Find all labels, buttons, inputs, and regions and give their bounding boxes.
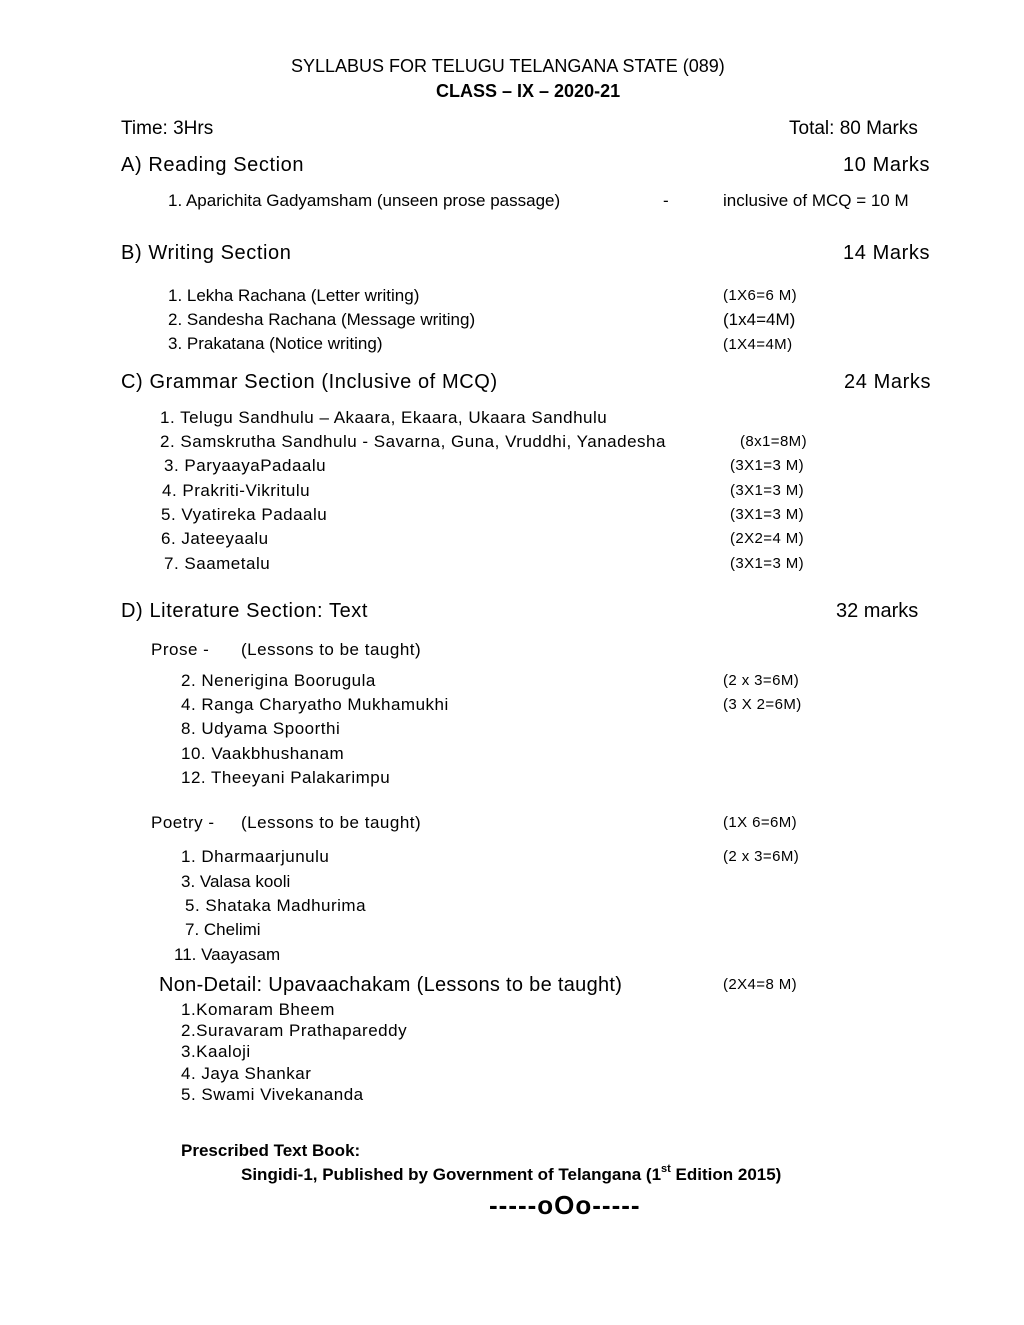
prose-note: (Lessons to be taught) xyxy=(241,640,422,659)
reading-item-dash: - xyxy=(663,191,669,210)
reading-item: 1. Aparichita Gadyamsham (unseen prose passage) xyxy=(168,191,561,210)
grammar-item-label: 4. Prakriti-Vikritulu xyxy=(162,481,311,500)
grammar-section-heading: C) Grammar Section (Inclusive of MCQ) xyxy=(121,371,498,393)
non-detail-item: 1.Komaram Bheem xyxy=(181,1000,335,1019)
reading-section-heading: A) Reading Section xyxy=(121,154,305,176)
non-detail-item: 2.Suravaram Prathapareddy xyxy=(181,1021,408,1040)
reading-item-marks: inclusive of MCQ = 10 M xyxy=(723,191,909,210)
class-line: CLASS – IX – 2020-21 xyxy=(436,81,621,101)
writing-item-marks: (1x4=4M) xyxy=(723,310,796,329)
grammar-item-label: 5. Vyatireka Padaalu xyxy=(161,505,328,524)
writing-item-marks: (1X4=4M) xyxy=(723,336,793,353)
grammar-item-marks: (3X1=3 M) xyxy=(730,457,805,474)
prose-item-label: 4. Ranga Charyatho Mukhamukhi xyxy=(181,695,449,714)
prose-item-marks: (3 X 2=6M) xyxy=(723,696,802,713)
end-mark: -----oOo----- xyxy=(489,1190,641,1220)
grammar-item-marks: (3X1=3 M) xyxy=(730,506,805,523)
textbook-superscript: st xyxy=(661,1163,671,1175)
writing-section-marks: 14 Marks xyxy=(843,242,931,264)
prose-item-marks: (2 x 3=6M) xyxy=(723,672,800,689)
poetry-item-marks: (2 x 3=6M) xyxy=(723,848,800,865)
poetry-note: (Lessons to be taught) xyxy=(241,813,422,832)
prose-item-label: 12. Theeyani Palakarimpu xyxy=(181,768,391,787)
prose-item-label: 8. Udyama Spoorthi xyxy=(181,719,341,738)
textbook-line-end: Edition 2015) xyxy=(670,1165,782,1184)
grammar-section-marks: 24 Marks xyxy=(844,371,932,393)
grammar-item-label: 6. Jateeyaalu xyxy=(161,529,269,548)
prose-item-label: 2. Nenerigina Boorugula xyxy=(181,671,376,690)
grammar-item-marks: (8x1=8M) xyxy=(740,433,807,450)
grammar-item-marks: (3X1=3 M) xyxy=(730,482,805,499)
writing-item-marks: (1X6=6 M) xyxy=(723,287,798,304)
textbook-line xyxy=(241,1163,782,1184)
non-detail-marks: (2X4=8 M) xyxy=(723,976,798,993)
page-title: SYLLABUS FOR TELUGU TELANGANA STATE (089) xyxy=(291,56,725,76)
writing-section-heading: B) Writing Section xyxy=(121,242,292,264)
textbook-line-start: Singidi-1, Published by Government of Telangana (1 xyxy=(241,1165,662,1184)
writing-item-label: 2. Sandesha Rachana (Message writing) xyxy=(168,310,476,329)
poetry-item-label: 7. Chelimi xyxy=(185,920,261,939)
non-detail-item: 3.Kaaloji xyxy=(181,1042,251,1061)
grammar-item-label: 3. ParyaayaPadaalu xyxy=(164,456,327,475)
reading-section-marks: 10 Marks xyxy=(843,154,931,176)
poetry-label: Poetry - xyxy=(151,813,215,832)
non-detail-item: 4. Jaya Shankar xyxy=(181,1064,312,1083)
poetry-item-label: 5. Shataka Madhurima xyxy=(185,896,367,915)
prose-label: Prose - xyxy=(151,640,210,659)
literature-section-marks: 32 marks xyxy=(836,600,919,622)
literature-section-heading: D) Literature Section: Text xyxy=(121,600,369,622)
poetry-item-label: 1. Dharmaarjunulu xyxy=(181,847,330,866)
writing-item-label: 3. Prakatana (Notice writing) xyxy=(168,334,383,353)
time-label: Time: 3Hrs xyxy=(121,118,214,139)
grammar-item-marks: (3X1=3 M) xyxy=(730,555,805,572)
textbook-label: Prescribed Text Book: xyxy=(181,1141,361,1160)
non-detail-heading: Non-Detail: Upavaachakam (Lessons to be taught) xyxy=(159,974,623,996)
poetry-marks: (1X 6=6M) xyxy=(723,814,798,831)
non-detail-item: 5. Swami Vivekananda xyxy=(181,1085,364,1104)
poetry-item-label: 3. Valasa kooli xyxy=(181,872,291,891)
writing-item-label: 1. Lekha Rachana (Letter writing) xyxy=(168,286,420,305)
grammar-item-label: 7. Saametalu xyxy=(164,554,271,573)
poetry-item-label: 11. Vaayasam xyxy=(174,945,281,964)
grammar-item-marks: (2X2=4 M) xyxy=(730,530,805,547)
total-marks: Total: 80 Marks xyxy=(789,118,918,139)
grammar-item-label: 1. Telugu Sandhulu – Akaara, Ekaara, Ukaara Sandhulu xyxy=(160,408,608,427)
prose-item-label: 10. Vaakbhushanam xyxy=(181,744,345,763)
grammar-item-label: 2. Samskrutha Sandhulu - Savarna, Guna, Vruddhi, Yanadesha xyxy=(160,432,666,451)
